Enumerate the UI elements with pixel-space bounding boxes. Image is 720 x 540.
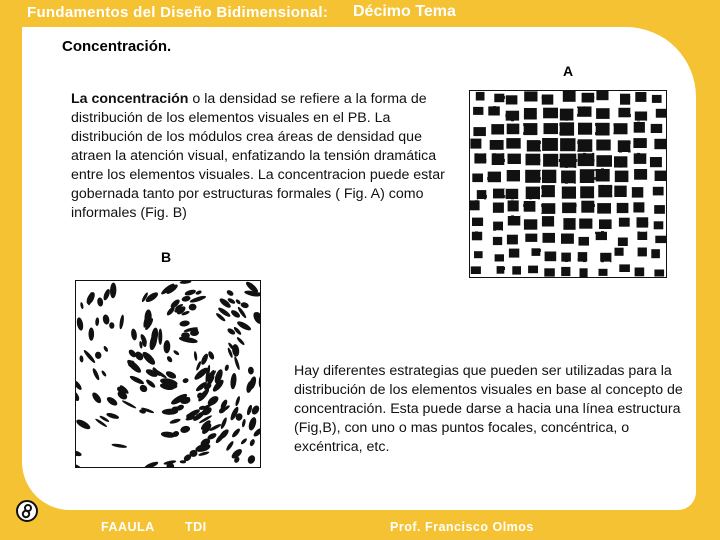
topic-title: Décimo Tema [353, 3, 456, 20]
figure-a-module [632, 187, 644, 198]
figure-a-module [543, 233, 556, 243]
figure-a-module [512, 266, 521, 274]
figure-a-module [545, 252, 557, 262]
figure-a-module [635, 112, 647, 121]
figure-a-module [542, 170, 556, 183]
figure-a-module [497, 266, 505, 274]
figure-a-module [493, 203, 504, 213]
figure-a-module [633, 138, 646, 148]
figure-b-label: B [161, 249, 172, 265]
figure-a-module [651, 249, 660, 258]
figure-a-module [532, 248, 541, 256]
footer-dept: TDI [185, 520, 207, 534]
figure-a-module [506, 138, 520, 149]
figure-a-module [655, 171, 667, 181]
figure-a-module [563, 90, 576, 102]
figure-a-module [525, 170, 541, 183]
figure-a-module [650, 157, 662, 167]
figure-a-module [507, 170, 520, 181]
figure-a-module [525, 234, 537, 242]
figure-a-module [596, 155, 612, 167]
figure-a-module [544, 268, 555, 276]
figure-a-module [477, 190, 487, 199]
figure-b-blob [158, 329, 162, 345]
figure-a-module [600, 253, 611, 262]
figure-a-module [474, 153, 486, 163]
figure-a-module [541, 185, 555, 197]
figure-a-module [656, 109, 667, 118]
intro-paragraph [71, 90, 455, 223]
intro-term: La concentración [71, 91, 189, 107]
figure-a-module [577, 139, 592, 152]
figure-a-module [476, 92, 485, 101]
figure-a-module [563, 218, 575, 230]
figure-a-module [595, 123, 610, 136]
figure-a-module [561, 253, 571, 262]
figure-a-module [473, 127, 486, 136]
figure-a-module [595, 231, 607, 240]
figure-a-module [615, 171, 629, 183]
figure-a-module [598, 185, 612, 197]
figure-a-module [637, 217, 649, 227]
figure-a-module [617, 203, 629, 213]
figure-b-blob [89, 328, 95, 341]
figure-a-module [614, 123, 628, 134]
figure-a-module [508, 215, 521, 225]
figure-a-module [526, 154, 541, 166]
slide-header [0, 0, 720, 28]
figure-a-module [561, 171, 576, 184]
figure-a-module [506, 95, 518, 104]
figure-a-module [528, 266, 538, 274]
figure-a-module [493, 189, 505, 199]
figure-a-module [655, 236, 666, 243]
figure-a-structured-concentration [469, 90, 667, 278]
figure-a-module [578, 123, 592, 135]
figure-a-module [654, 205, 665, 214]
figure-b-informal-concentration [75, 280, 261, 468]
figure-a-module [614, 156, 627, 167]
figure-a-module [507, 124, 520, 135]
figure-a-module [524, 108, 537, 120]
figure-a-module [470, 139, 481, 149]
figure-a-module [562, 187, 576, 199]
figure-a-module [542, 138, 558, 151]
figure-a-module [559, 122, 574, 135]
figure-a-module [495, 254, 504, 261]
figure-a-module [579, 237, 590, 246]
figure-a-module [490, 140, 504, 150]
figure-a-module [654, 139, 667, 149]
figure-a-module [597, 203, 611, 214]
figure-a-module [580, 268, 588, 277]
figure-a-module [491, 124, 504, 134]
figure-a-module [653, 187, 664, 196]
figure-a-module [615, 248, 624, 256]
figure-a-module [542, 216, 554, 226]
figure-a-module [544, 123, 559, 134]
figure-a-module [634, 153, 647, 164]
figure-a-module [543, 108, 558, 119]
figure-a-module [633, 202, 644, 212]
figure-a-label: A [563, 63, 574, 79]
figure-a-module [508, 200, 519, 211]
figure-a-module [541, 203, 555, 214]
figure-a-module [634, 169, 647, 180]
figure-a-module [524, 219, 537, 229]
figure-a-module [507, 235, 518, 245]
figure-a-module [654, 270, 664, 277]
figure-a-module [505, 189, 518, 200]
figure-a-module [472, 218, 483, 226]
figure-a-module [560, 109, 574, 121]
figure-a-module [596, 140, 610, 151]
figure-a-module [487, 172, 501, 183]
figure-a-module [471, 266, 481, 274]
figure-a-module [488, 106, 500, 115]
figure-a-module [581, 201, 595, 213]
figure-a-module [618, 108, 631, 118]
figure-a-module [637, 232, 647, 241]
figure-a-module [494, 94, 505, 103]
intro-text: o la densidad se refiere a la forma de distribución de los elementos visuales en el PB. La distribución de los módulos crea áreas de densidad que atraen la atención visual, enfatizando la tensión dramática entre los elementos visuales. La concentracion puede estar gobernada tanto por estructuras formales ( Fig. A) como informales (Fig. B) [71, 91, 445, 221]
figure-a-module [618, 140, 631, 152]
course-title: Fundamentos del Diseño Bidimensional: [27, 4, 329, 21]
figure-a-module [638, 248, 647, 257]
footer-professor: Prof. Francisco Olmos [390, 520, 534, 534]
logo-badge-icon [16, 500, 38, 522]
figure-a-module [595, 168, 610, 181]
figure-a-module [492, 153, 505, 165]
figure-a-module [580, 186, 594, 198]
figure-a-module [523, 123, 537, 135]
figure-a-module [578, 252, 588, 262]
figure-a-module [620, 94, 630, 105]
figure-a-module [614, 186, 626, 197]
figure-a-module [543, 154, 558, 167]
badge-glyph [18, 502, 36, 520]
figure-a-module [619, 264, 630, 272]
figure-a-module [493, 237, 502, 245]
figure-a-module [634, 122, 645, 133]
figure-a-module [577, 153, 594, 166]
figure-a-module [472, 231, 482, 240]
figure-a-module [618, 238, 628, 247]
figure-a-module [559, 154, 577, 168]
figure-a-module [651, 124, 663, 133]
figure-a-module [652, 95, 662, 103]
figure-a-module [469, 200, 479, 210]
figure-a-module [580, 169, 595, 183]
figure-a-module [474, 251, 483, 258]
figure-a-module [493, 222, 503, 231]
strategies-paragraph: Hay diferentes estrategias que pueden ser utilizadas para la distribución de los elementos visuales en base al concepto de concentración. Esta puede darse a hacia una línea estructura (Fig,B), con uno o mas puntos focales, concéntrica, o excéntrica, etc. [294, 363, 683, 455]
figure-a-module [472, 174, 483, 183]
figure-b-blob [181, 332, 190, 338]
figure-a-module [560, 138, 575, 151]
figure-a-module [654, 221, 664, 229]
figure-a-module [596, 108, 610, 119]
figure-a-module [524, 91, 537, 101]
slide-title: Concentración. [62, 38, 172, 55]
figure-a-module [619, 218, 630, 227]
figure-a-module [562, 203, 577, 214]
figure-a-module [561, 234, 574, 244]
figure-a-module [523, 201, 535, 212]
figure-a-module [505, 111, 519, 122]
figure-a-module [526, 187, 540, 200]
figure-a-module [635, 92, 646, 102]
figure-a-module [599, 219, 612, 229]
figure-a-module [582, 93, 595, 103]
figure-a-module [542, 95, 554, 105]
figure-a-module [635, 268, 645, 277]
figure-a-module [579, 219, 592, 229]
figure-a-module [561, 267, 570, 276]
figure-a-module [508, 154, 521, 164]
figure-a-module [577, 106, 591, 116]
figure-a-module [509, 249, 519, 258]
figure-a-module [599, 269, 608, 276]
figure-a-module [527, 140, 541, 151]
footer-school: FAAULA [101, 520, 155, 534]
figure-a-module [473, 107, 483, 115]
figure-a-module [596, 90, 608, 100]
